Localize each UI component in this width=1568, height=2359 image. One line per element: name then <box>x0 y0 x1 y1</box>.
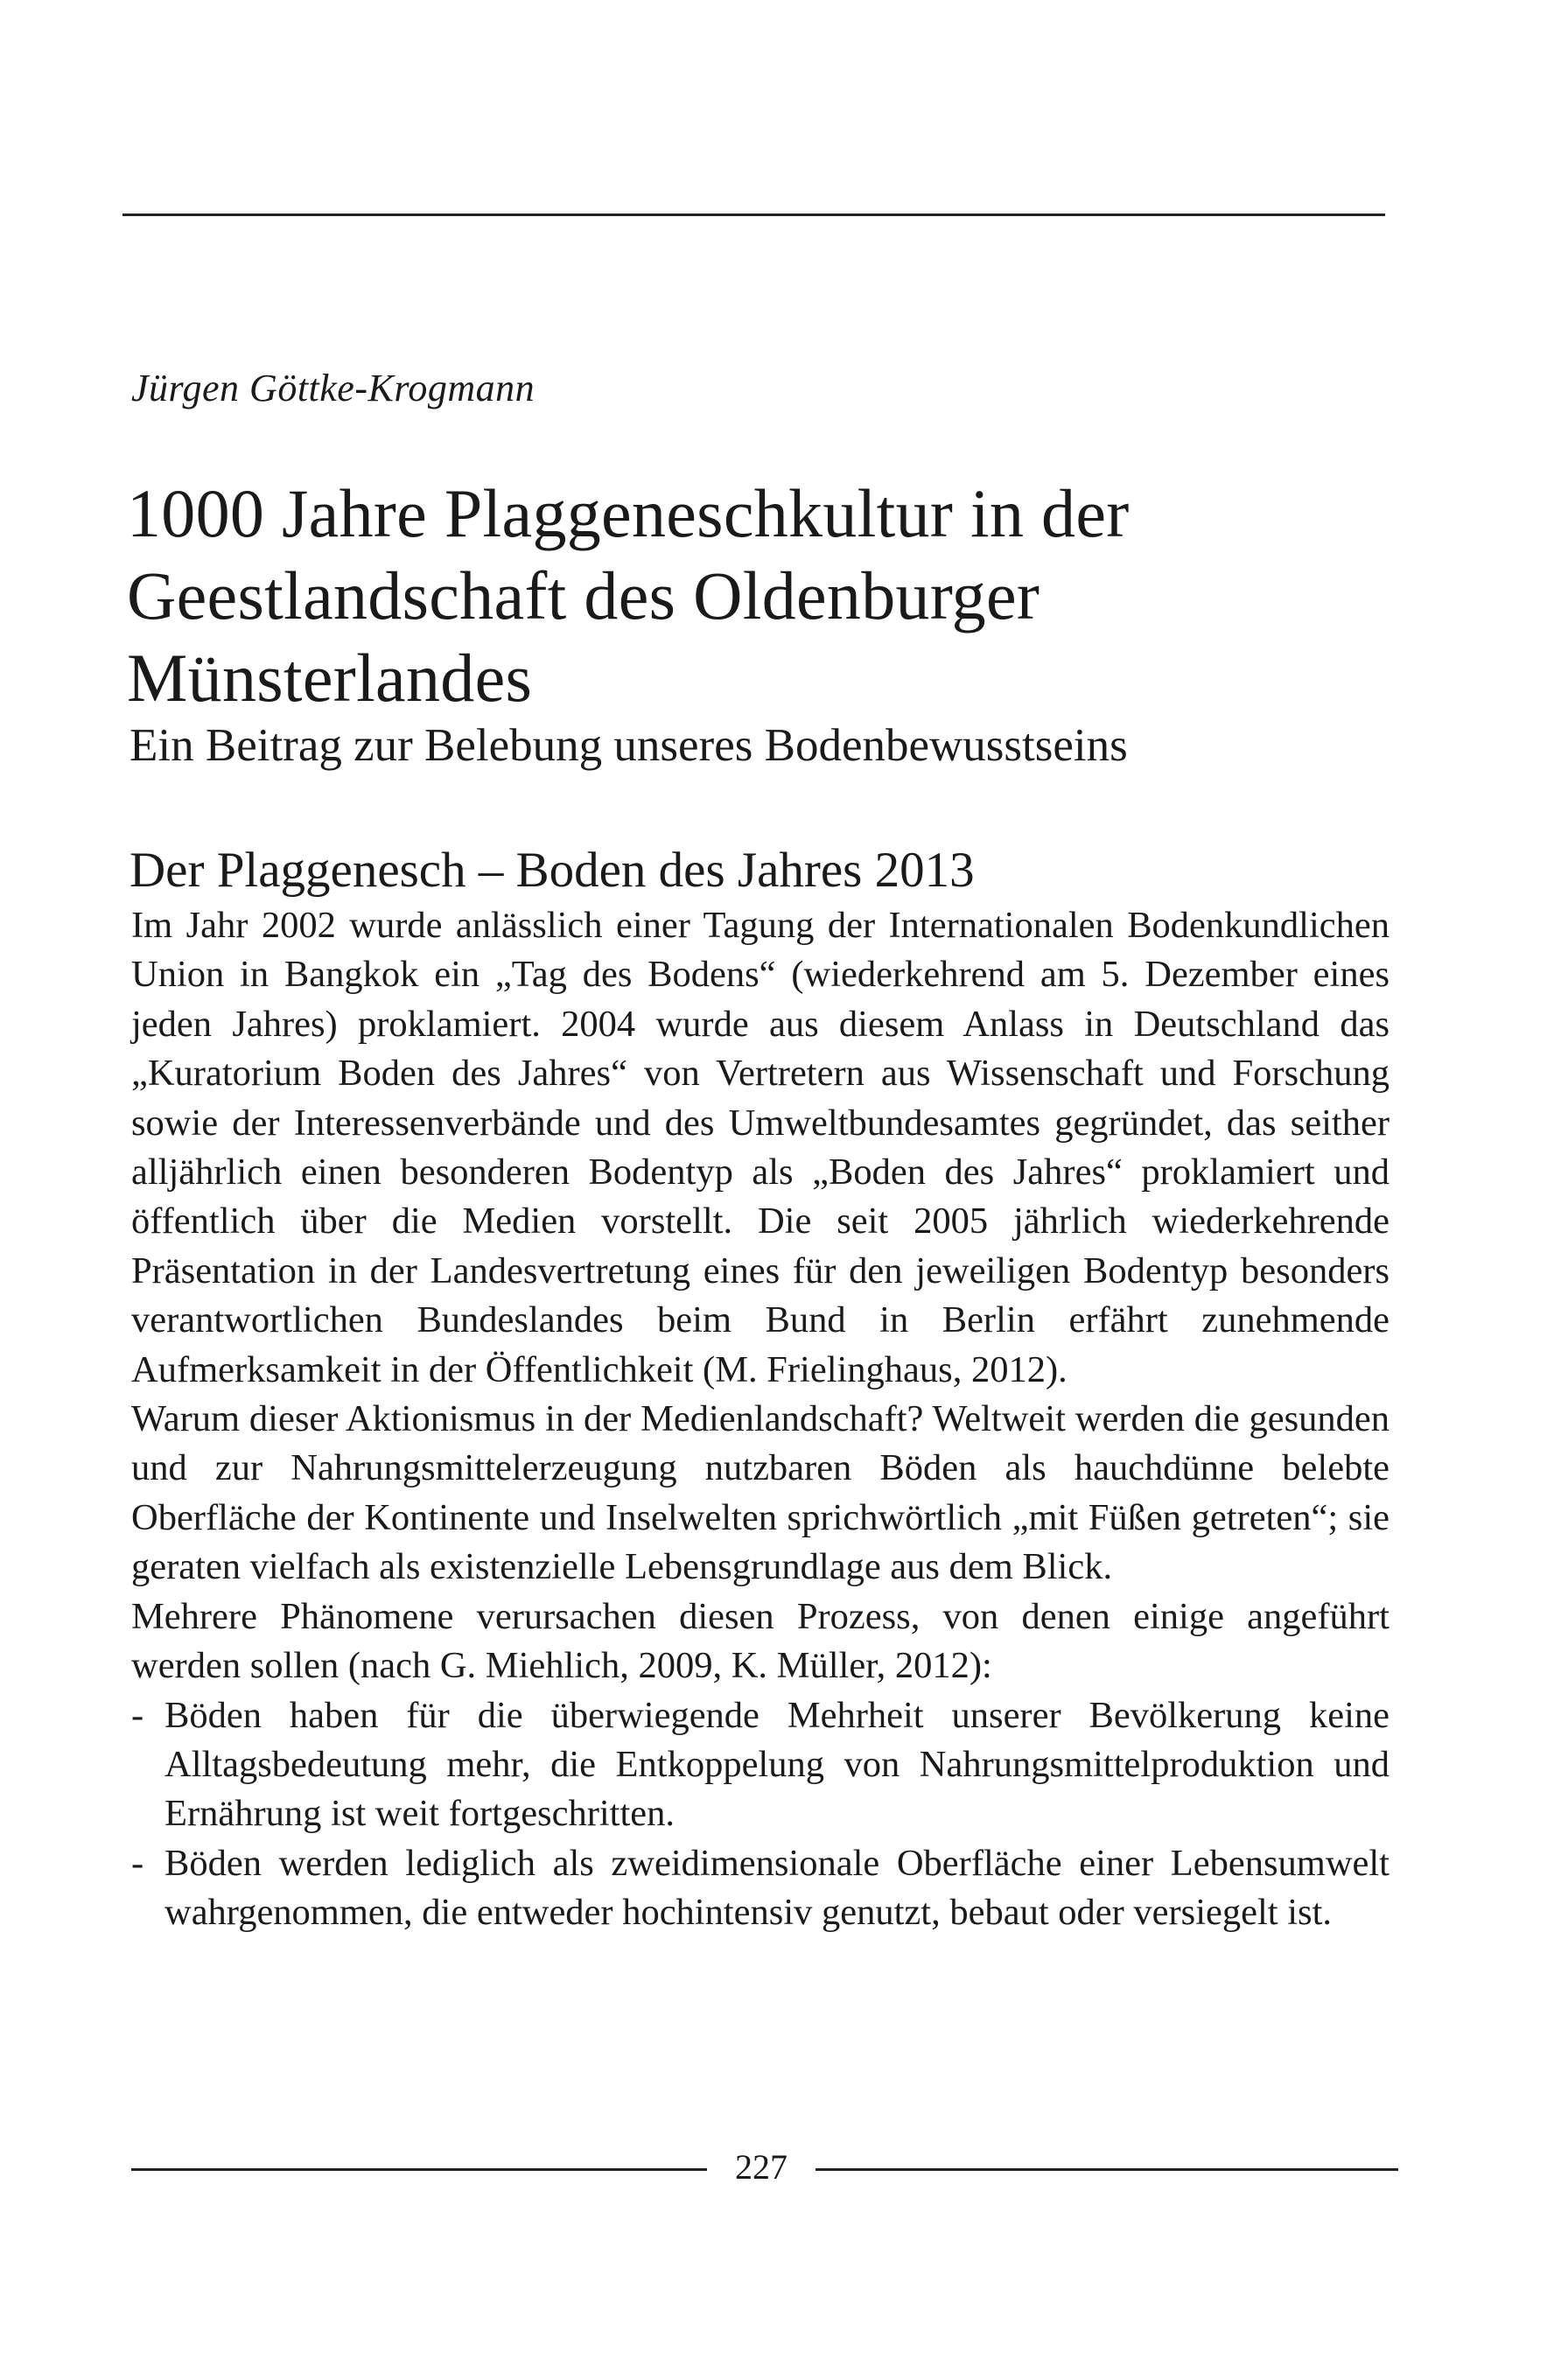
bullet-item-2: - Böden werden lediglich als zweidimensionale Oberfläche einer Lebensumwelt wahrgenommen, die entweder hochintensiv genutzt, bebaut oder versiegelt ist. <box>131 1839 1390 1938</box>
author-name: Jürgen Göttke-Krogmann <box>131 367 536 410</box>
footer-rule-left <box>131 2168 707 2171</box>
page-number: 227 <box>735 2147 788 2187</box>
paragraph-1: Im Jahr 2002 wurde anlässlich einer Tagung der Internationalen Bodenkundlichen Union in Bangkok ein „Tag des Bodens“ (wiederkehrend am 5. Dezember eines jeden Jahres) proklamiert. 2004 wurde aus diesem Anlass in Deutschland das „Kuratorium Boden des Jahres“ von Vertretern aus Wissenschaft und Forschung sowie der Interessenverbände und des Umweltbundesamtes gegründet, das seither alljährlich einen besonderen Bodentyp als „Boden des Jahres“ proklamiert und öffentlich über die Medien vorstellt. Die seit 2005 jährlich wiederkehrende Präsentation in der Landesvertretung eines für den jeweiligen Bodentyp besonders verantwortlichen Bundeslandes beim Bund in Berlin erfährt zunehmende Aufmerksamkeit in der Öffentlichkeit (M. Frielinghaus, 2012). <box>131 905 1390 1390</box>
header-rule <box>122 214 1385 216</box>
article-subtitle: Ein Beitrag zur Belebung unseres Bodenbewusstseins <box>130 720 1128 771</box>
section-heading: Der Plaggenesch – Boden des Jahres 2013 <box>130 843 975 898</box>
page-footer <box>131 2146 1398 2198</box>
article-body <box>131 901 1390 1938</box>
paragraph-2: Warum dieser Aktionismus in der Medienlandschaft? Weltweit werden die gesunden und zur Nahrungsmittelerzeugung nutzbaren Böden als hauchdünne belebte Oberfläche der Kontinente und Inselwelten sprichwörtlich „mit Füßen getreten“; sie geraten vielfach als existenzielle Lebensgrundlage aus dem Blick. <box>131 1398 1390 1588</box>
paragraph-3: Mehrere Phänomene verursachen diesen Prozess, von denen einige angeführt werden sollen (nach G. Miehlich, 2009, K. Müller, 2012): <box>131 1595 1390 1687</box>
bullet-item-1: - Böden haben für die überwiegende Mehrheit unserer Bevölkerung keine Alltagsbedeutung mehr, die Entkoppelung von Nahrungsmittelproduktion und Ernährung ist weit fortgeschritten. <box>131 1691 1390 1839</box>
bullet-list <box>131 1691 1390 1938</box>
title-line-3: Münsterlandes <box>127 640 533 716</box>
article-title <box>127 472 1387 719</box>
title-line-2: Geestlandschaft des Oldenburger <box>127 557 1040 634</box>
footer-rule-right <box>816 2168 1398 2171</box>
title-line-1: 1000 Jahre Plaggeneschkultur in der <box>127 475 1130 551</box>
